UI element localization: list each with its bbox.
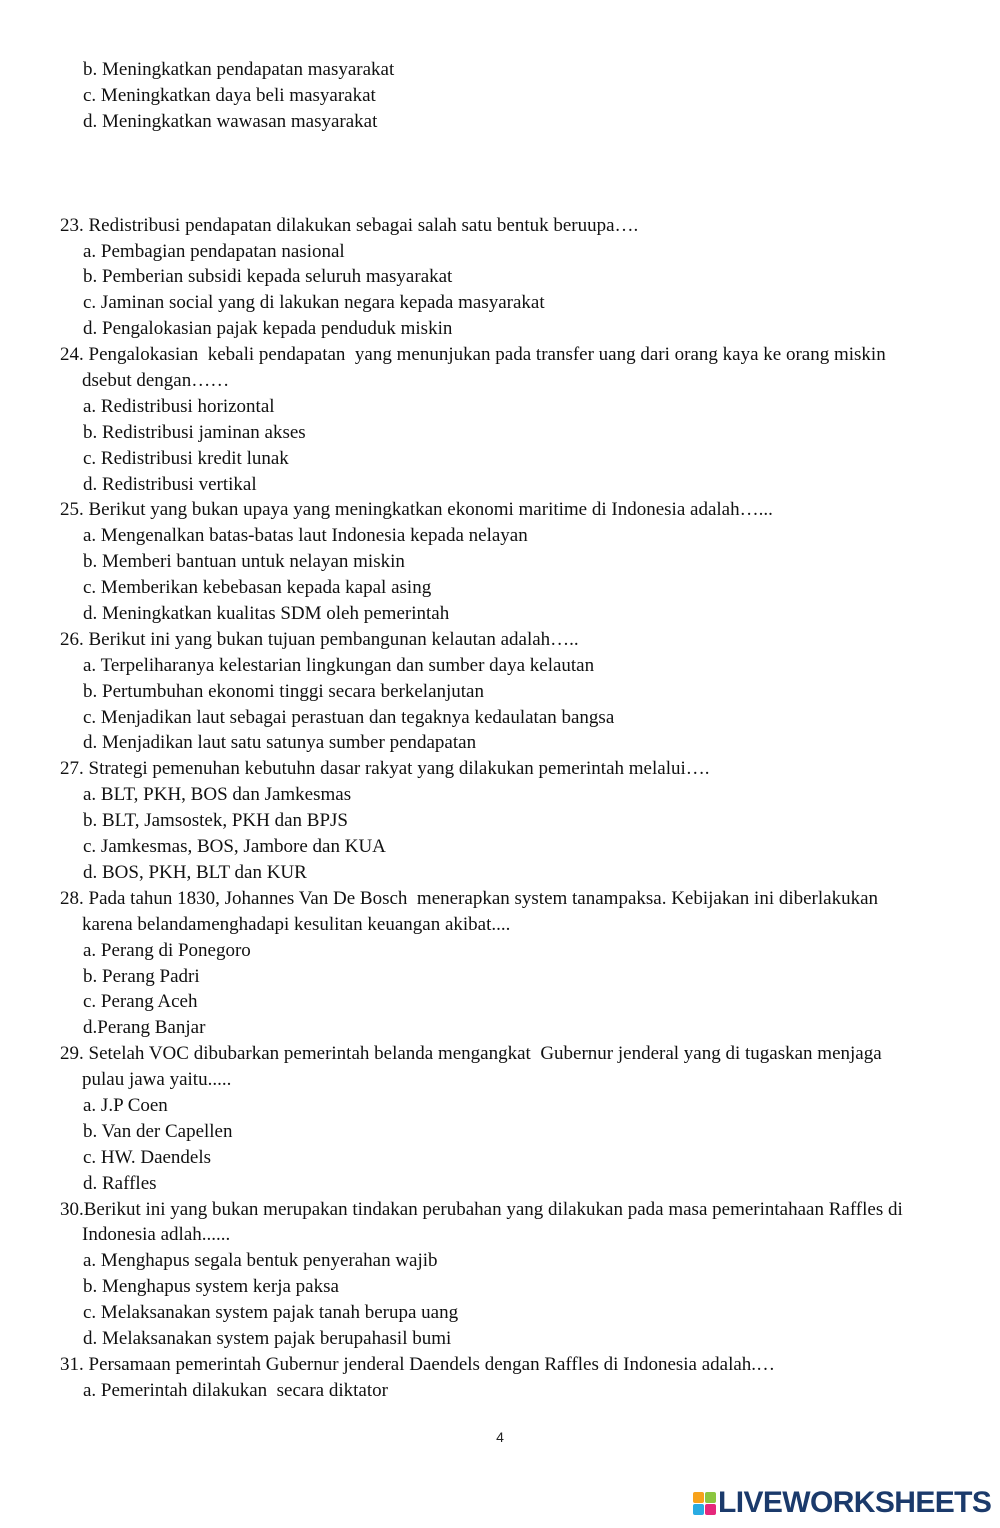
option-c: c. Menjadikan laut sebagai perastuan dan tegaknya kedaulatan bangsa	[83, 706, 615, 728]
logo-square-icon	[693, 1504, 704, 1515]
question-23	[0, 213, 1000, 342]
question-stem-continued: Indonesia adlah......	[82, 1224, 231, 1246]
option-a: a. Pembagian pendapatan nasional	[83, 240, 345, 262]
question-list	[0, 213, 1000, 1404]
logo-square-icon	[705, 1492, 716, 1503]
question-29	[0, 1041, 1000, 1196]
option-b: b. Pemberian subsidi kepada seluruh masyarakat	[83, 266, 453, 288]
worksheet-content	[0, 57, 1000, 1404]
question-stem: 25. Berikut yang bukan upaya yang meningkatkan ekonomi maritime di Indonesia adalah…...	[60, 499, 773, 521]
option-d: d. Raffles	[83, 1172, 157, 1194]
question-stem: 28. Pada tahun 1830, Johannes Van De Bosch menerapkan system tanampaksa. Kebijakan ini diberlakukan	[60, 887, 879, 909]
question-27	[0, 756, 1000, 885]
question-24	[0, 342, 1000, 497]
option-d: d. Melaksanakan system pajak berupahasil bumi	[83, 1327, 452, 1349]
option-b: b. Perang Padri	[83, 965, 200, 987]
option-b: b. Redistribusi jaminan akses	[83, 421, 306, 443]
option-a: a. Terpeliharanya kelestarian lingkungan dan sumber daya kelautan	[83, 654, 595, 676]
option-a: a. Mengenalkan batas-batas laut Indonesia kepada nelayan	[83, 525, 528, 547]
option-b: b. Meningkatkan pendapatan masyarakat	[83, 59, 395, 80]
option-c: c. Meningkatkan daya beli masyarakat	[83, 84, 376, 106]
question-stem: 27. Strategi pemenuhan kebutuhn dasar rakyat yang dilakukan pemerintah melalui….	[60, 758, 710, 780]
question-22-continued	[0, 57, 1000, 135]
option-d: d. Meningkatkan kualitas SDM oleh pemerintah	[83, 603, 450, 625]
question-stem: 26. Berikut ini yang bukan tujuan pembangunan kelautan adalah…..	[60, 628, 579, 650]
option-b: b. Pertumbuhan ekonomi tinggi secara berkelanjutan	[83, 680, 484, 702]
question-31	[0, 1352, 1000, 1404]
logo-square-icon	[693, 1492, 704, 1503]
option-b: b. Memberi bantuan untuk nelayan miskin	[83, 551, 405, 573]
question-stem-continued: pulau jawa yaitu.....	[82, 1069, 232, 1091]
option-c: c. Memberikan kebebasan kepada kapal asing	[83, 577, 432, 599]
question-stem: 30.Berikut ini yang bukan merupakan tindakan perubahan yang dilakukan pada masa pemerintahaan Raffles di	[60, 1198, 903, 1220]
liveworksheets-logo[interactable]	[693, 1486, 992, 1519]
question-25	[0, 497, 1000, 626]
question-stem: 29. Setelah VOC dibubarkan pemerintah belanda mengangkat Gubernur jenderal yang di tugaskan menjaga	[60, 1043, 882, 1065]
option-a: a. Redistribusi horizontal	[83, 395, 275, 417]
option-b: b. BLT, Jamsostek, PKH dan BPJS	[83, 810, 348, 832]
liveworksheets-logo-text: LIVEWORKSHEETS	[718, 1486, 992, 1519]
option-d: d. Meningkatkan wawasan masyarakat	[83, 110, 378, 132]
liveworksheets-logo-icon	[693, 1492, 716, 1515]
question-stem: 24. Pengalokasian kebali pendapatan yang menunjukan pada transfer uang dari orang kaya ke orang miskin	[60, 344, 886, 366]
page-number: 4	[496, 1429, 504, 1445]
option-d: d. Redistribusi vertikal	[83, 473, 257, 495]
option-d: d. BOS, PKH, BLT dan KUR	[83, 861, 307, 883]
option-c: c. Redistribusi kredit lunak	[83, 447, 289, 469]
option-c: c. Jamkesmas, BOS, Jambore dan KUA	[83, 836, 386, 858]
option-c: c. Perang Aceh	[83, 991, 198, 1013]
option-d: d. Menjadikan laut satu satunya sumber pendapatan	[83, 732, 477, 754]
option-a: a. J.P Coen	[83, 1094, 168, 1116]
option-c: c. Melaksanakan system pajak tanah berupa uang	[83, 1302, 459, 1324]
question-26	[0, 627, 1000, 756]
option-d: d.Perang Banjar	[83, 1017, 206, 1039]
question-30	[0, 1197, 1000, 1352]
option-a: a. Pemerintah dilakukan secara diktator	[83, 1379, 388, 1401]
option-b: b. Van der Capellen	[83, 1120, 233, 1142]
question-stem: 31. Persamaan pemerintah Gubernur jenderal Daendels dengan Raffles di Indonesia adalah.…	[60, 1353, 776, 1375]
option-d: d. Pengalokasian pajak kepada penduduk miskin	[83, 318, 453, 340]
question-28	[0, 886, 1000, 1041]
logo-square-icon	[705, 1504, 716, 1515]
option-a: a. Menghapus segala bentuk penyerahan wajib	[83, 1250, 438, 1272]
option-c: c. HW. Daendels	[83, 1146, 212, 1168]
option-a: a. BLT, PKH, BOS dan Jamkesmas	[83, 784, 352, 806]
option-c: c. Jaminan social yang di lakukan negara kepada masyarakat	[83, 292, 545, 314]
question-stem-continued: dsebut dengan……	[82, 370, 230, 392]
question-stem-continued: karena belandamenghadapi kesulitan keuangan akibat....	[82, 913, 511, 935]
option-a: a. Perang di Ponegoro	[83, 939, 251, 961]
option-b: b. Menghapus system kerja paksa	[83, 1276, 339, 1298]
question-stem: 23. Redistribusi pendapatan dilakukan sebagai salah satu bentuk beruupa….	[60, 214, 639, 236]
